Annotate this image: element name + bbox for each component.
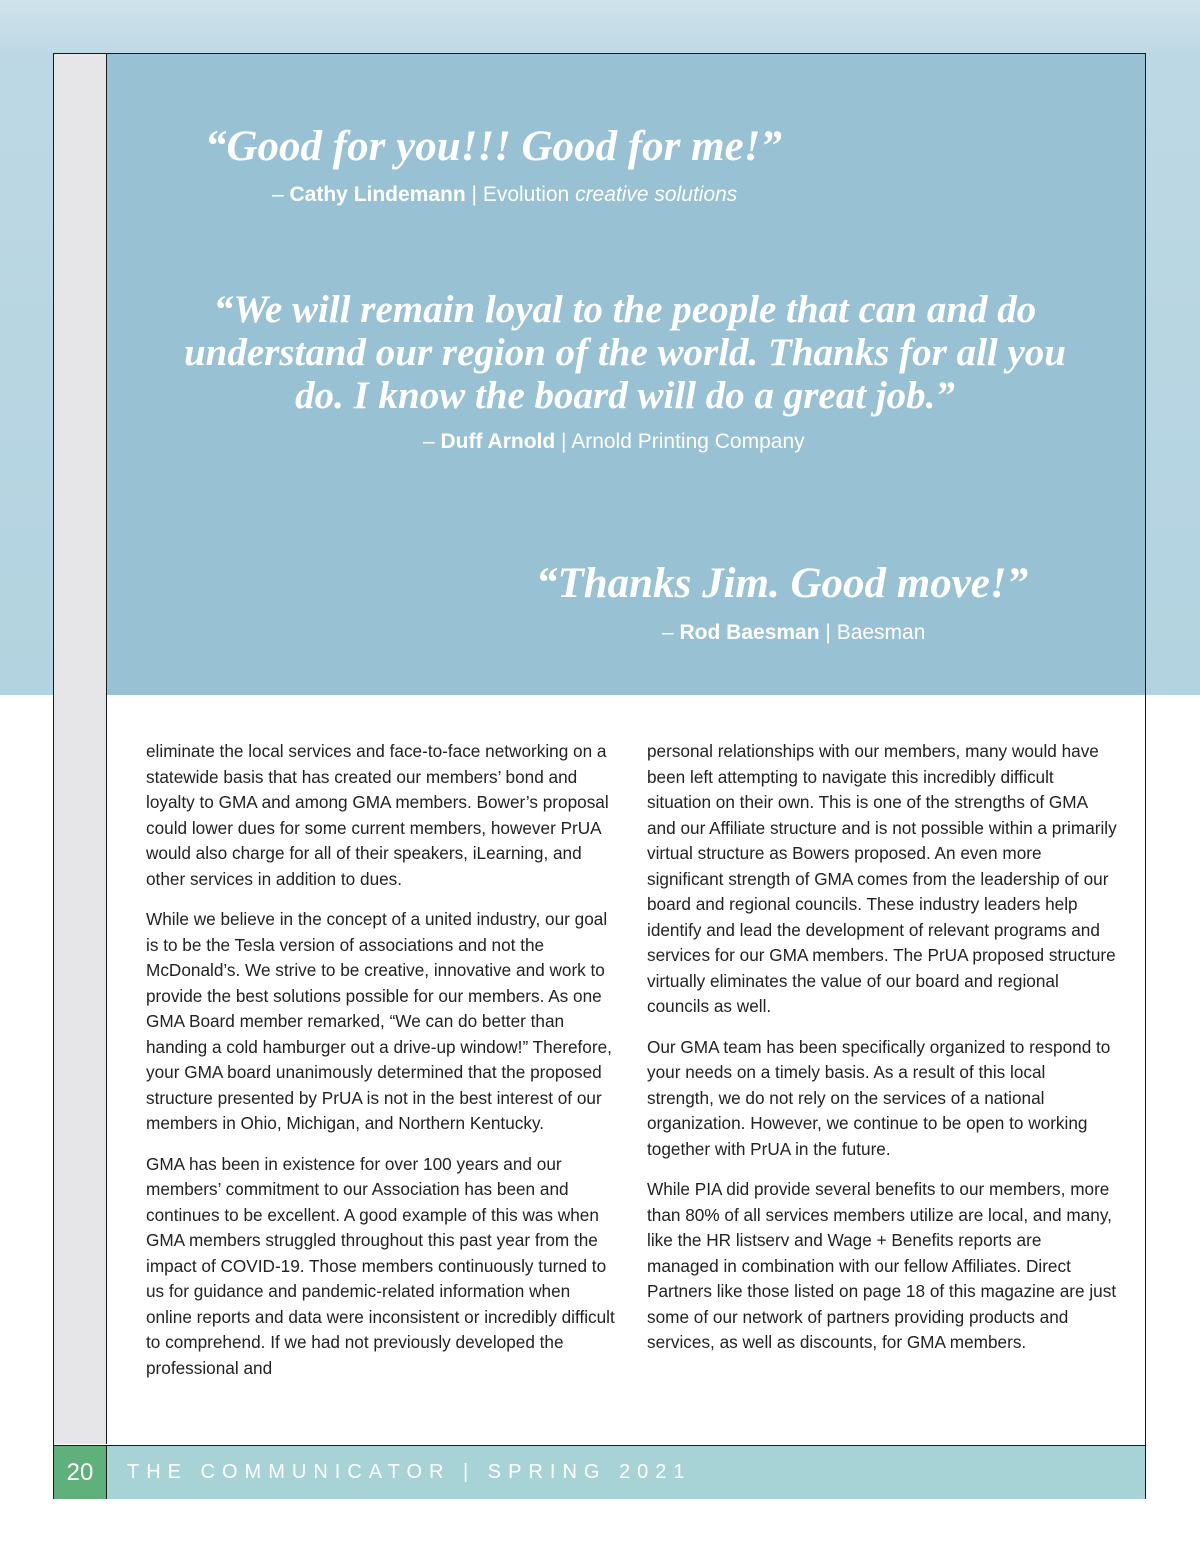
publication-title: THE COMMUNICATOR | SPRING 2021 [127,1461,692,1483]
testimonial-quote-2: “We will remain loyal to the people that can and do understand our region of the world. Thanks for all you do. I know the board will do a great job.” [183,288,1066,417]
attribution-dash: – [662,621,680,644]
article-column-right [647,739,1117,1371]
testimonial-attribution-1 [272,183,737,207]
article-paragraph: While PIA did provide several benefits to our members, more than 80% of all services members utilize are local, and many, like the HR listserv and Wage + Benefits reports are managed in combination with our fellow Affiliates. Direct Partners like those listed on page 18 of this magazine are just some of our network of partners providing products and services, as well as discounts, for GMA members. [647,1179,1117,1352]
attribution-dash: – [272,183,290,206]
footer-band [107,1445,1145,1499]
attribution-name: Rod Baesman [679,621,820,644]
attribution-company: Evolution [482,183,576,206]
attribution-separator: | [465,183,483,206]
testimonial-attribution-3 [662,621,925,645]
attribution-company: Arnold Printing Company [571,430,805,453]
attribution-company: Baesman [836,621,926,644]
attribution-company-tagline: creative solutions [575,183,738,206]
article-paragraph: GMA has been in existence for over 100 years and our members’ commitment to our Association has been and continues to be excellent. A good example of this was when GMA members struggled throughout this past year from the impact of COVID-19. Those members continuously turned to us for guidance and pandemic-related information when online reports and data were inconsistent or incredibly difficult to comprehend. If we had not previously developed the professional and [146,1153,615,1378]
article-paragraph: While we believe in the concept of a united industry, our goal is to be the Tesla version of associations and not the McDonald’s. We strive to be creative, innovative and work to provide the best solutions possible for our members. As one GMA Board member remarked, “We can do better than handing a cold hamburger out a drive-up window!” Therefore, your GMA board unanimously determined that the proposed structure presented by PrUA is not in the best interest of our members in Ohio, Michigan, and Northern Kentucky. [146,909,612,1133]
attribution-dash: – [423,430,441,453]
article-column-left [146,739,616,1396]
article-paragraph: Our GMA team has been specifically organized to respond to your needs on a timely basis. As a result of this local strength, we do not rely on the services of a national organization. However, we continue to be open to working together with PrUA in the future. [647,1036,1111,1159]
testimonial-attribution-2 [423,430,805,454]
testimonial-quote-1: “Good for you!!! Good for me!” [205,123,782,170]
attribution-separator: | [555,430,572,453]
article-paragraph: eliminate the local services and face-to-face networking on a statewide basis that has created our members’ bond and loyalty to GMA and among GMA members. Bower’s proposal could lower dues for some current members, however PrUA would also charge for all of their speakers, iLearning, and other services in addition to dues. [146,741,609,889]
left-margin-strip [54,54,107,1444]
article-paragraph: personal relationships with our members, many would have been left attempting to navigate this incredibly difficult situation on their own. This is one of the strengths of GMA and our Affiliate structure and is not possible within a primarily virtual structure as Bowers proposed. An even more significant strength of GMA comes from the leadership of our board and regional councils. These industry leaders help identify and lead the development of relevant programs and services for our GMA members. The PrUA proposed structure virtually eliminates the value of our board and regional councils as well. [647,741,1117,1016]
attribution-name: Duff Arnold [440,430,556,453]
testimonial-quote-3: “Thanks Jim. Good move!” [536,560,1029,607]
attribution-name: Cathy Lindemann [289,183,466,206]
attribution-separator: | [819,621,837,644]
page-number: 20 [54,1445,107,1499]
